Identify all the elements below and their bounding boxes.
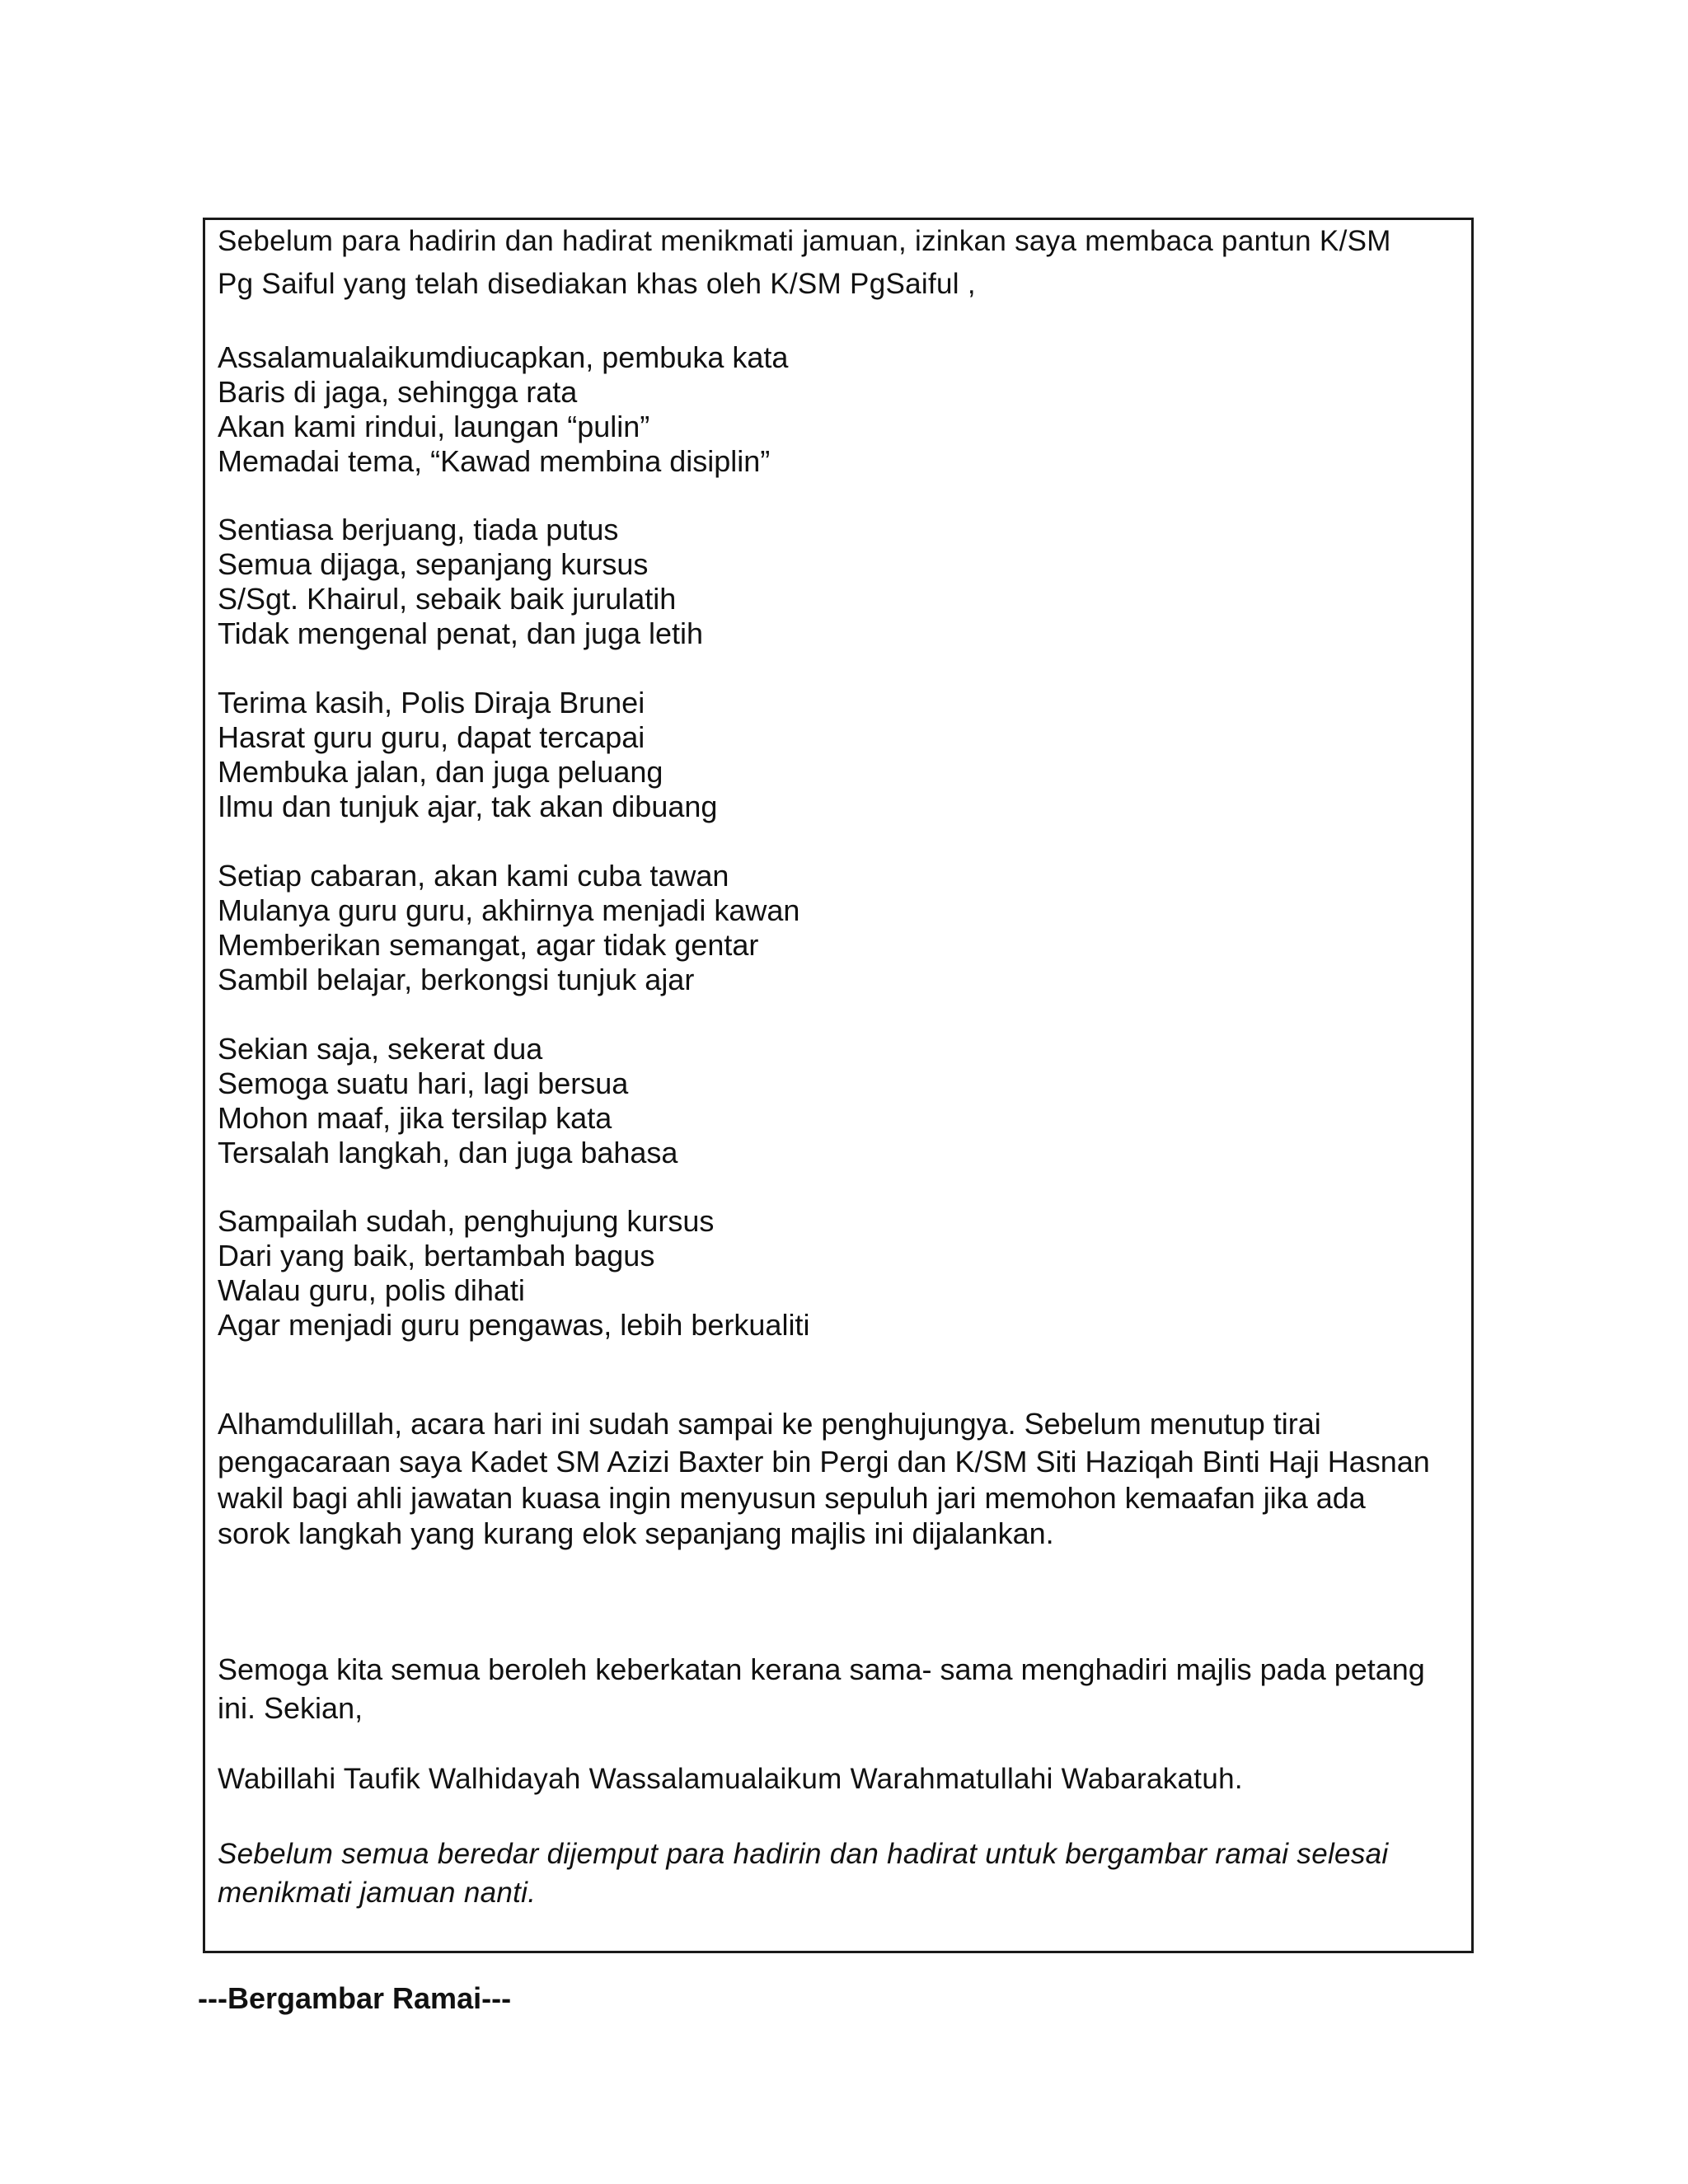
stanza-3-line-3: Membuka jalan, dan juga peluang [218,755,663,789]
closing-line-3: wakil bagi ahli jawatan kuasa ingin menyusun sepuluh jari memohon kemaafan jika ada [218,1481,1366,1515]
stanza-6-line-1: Sampailah sudah, penghujung kursus [218,1204,715,1238]
closing-salutation: Wabillahi Taufik Walhidayah Wassalamualaikum Warahmatullahi Wabarakatuh. [218,1763,1243,1795]
stanza-1-line-2: Baris di jaga, sehingga rata [218,375,578,409]
stanza-3-line-4: Ilmu dan tunjuk ajar, tak akan dibuang [218,790,718,823]
stanza-4-line-2: Mulanya guru guru, akhirnya menjadi kawan [218,893,800,927]
stanza-2-line-2: Semua dijaga, sepanjang kursus [218,547,649,581]
stanza-5-line-3: Mohon maaf, jika tersilap kata [218,1101,612,1135]
stanza-6-line-3: Walau guru, polis dihati [218,1273,525,1307]
stanza-5-line-4: Tersalah langkah, dan juga bahasa [218,1136,678,1169]
stanza-3-line-2: Hasrat guru guru, dapat tercapai [218,720,645,754]
stanza-3-line-1: Terima kasih, Polis Diraja Brunei [218,686,645,719]
intro-line-2: Pg Saiful yang telah disediakan khas oleh K/SM PgSaiful , [218,268,976,300]
stanza-2-line-1: Sentiasa berjuang, tiada putus [218,513,619,546]
note-line-2: menikmati jamuan nanti. [218,1877,537,1909]
stanza-4-line-1: Setiap cabaran, akan kami cuba tawan [218,859,729,893]
stanza-4-line-3: Memberikan semangat, agar tidak gentar [218,928,759,962]
stanza-5-line-2: Semoga suatu hari, lagi bersua [218,1066,629,1100]
blessing-line-2: ini. Sekian, [218,1691,363,1725]
stanza-2-line-3: S/Sgt. Khairul, sebaik baik jurulatih [218,582,677,616]
stanza-1-line-3: Akan kami rindui, laungan “pulin” [218,410,650,443]
intro-line-1: Sebelum para hadirin dan hadirat menikmati jamuan, izinkan saya membaca pantun K/SM [218,225,1391,257]
closing-line-4: sorok langkah yang kurang elok sepanjang majlis ini dijalankan. [218,1516,1054,1550]
stanza-4-line-4: Sambil belajar, berkongsi tunjuk ajar [218,963,695,996]
blessing-line-1: Semoga kita semua beroleh keberkatan kerana sama- sama menghadiri majlis pada petang [218,1652,1425,1686]
stanza-1-line-4: Memadai tema, “Kawad membina disiplin” [218,444,771,478]
footer-heading: ---Bergambar Ramai--- [198,1981,512,2015]
stanza-6-line-4: Agar menjadi guru pengawas, lebih berkualiti [218,1308,810,1342]
stanza-2-line-4: Tidak mengenal penat, dan juga letih [218,616,704,650]
stanza-1-line-1: Assalamualaikumdiucapkan, pembuka kata [218,340,789,374]
note-line-1: Sebelum semua beredar dijemput para hadirin dan hadirat untuk bergambar ramai selesai [218,1838,1389,1870]
stanza-5-line-1: Sekian saja, sekerat dua [218,1032,543,1066]
stanza-6-line-2: Dari yang baik, bertambah bagus [218,1239,655,1272]
closing-line-2: pengacaraan saya Kadet SM Azizi Baxter bin Pergi dan K/SM Siti Haziqah Binti Haji Hasnan [218,1445,1430,1479]
closing-line-1: Alhamdulillah, acara hari ini sudah sampai ke penghujungya. Sebelum menutup tirai [218,1407,1321,1441]
